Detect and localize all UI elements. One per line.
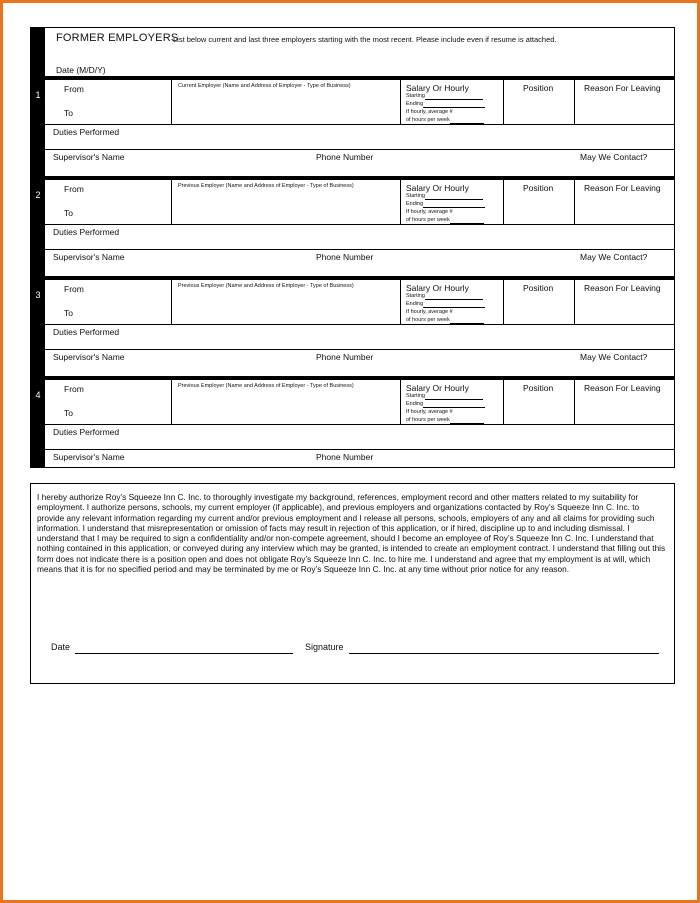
to-date-field[interactable]: To <box>64 208 73 218</box>
authorization-text: I hereby authorize Roy’s Squeeze Inn C. Inc. to thoroughly investigate my background, references, employment record and other matters related to my suitability for employment. I authorize persons, schools, my current employer (if applicable), and previous employers and organizations contacted by Roy’s Squeeze Inn C. Inc. to provide any relevant information regarding my current and/or previous employment and I release all persons, schools, employers of any and all claims for providing such information. I understand that misrepresentation or omission of facts may result in rejection of this application, or if hired, discipline up to and including dismissal. I understand that I may be required to sign a confidentiality and/or non-compete agreement, should I become an employee of Roy’s Squeeze Inn C. Inc. I understand that nothing contained in this application, or conveyed during any interview which may be granted, is intended to create an employment contract. I understand that filling out this form does not indicate there is a position open and does not obligate Roy’s Squeeze Inn C. Inc. to hire me. I understand and agree that my employment is at will, which means that it is for no specified period and may be terminated by me or Roy’s Squeeze Inn C. Inc. at any time without prior notice for any reason. <box>37 492 666 575</box>
employer-number: 4 <box>35 390 41 400</box>
starting-salary-field[interactable] <box>406 292 483 300</box>
supervisor-name-field[interactable]: Supervisor's Name <box>53 152 125 162</box>
column-divider <box>400 380 401 424</box>
row-divider <box>45 124 674 125</box>
starting-label: Starting <box>406 293 425 299</box>
from-date-field[interactable]: From <box>64 184 84 194</box>
hourly-average-label: If hourly, average # <box>406 209 453 215</box>
date-label: Date <box>51 642 71 652</box>
hours-label: of hours per week <box>406 417 450 423</box>
starting-salary-field[interactable] <box>406 192 483 200</box>
starting-label: Starting <box>406 93 425 99</box>
column-divider <box>503 80 504 124</box>
duties-performed-field[interactable]: Duties Performed <box>53 227 120 237</box>
employer-number: 1 <box>35 90 41 100</box>
block-separator <box>45 176 674 180</box>
to-date-field[interactable]: To <box>64 408 73 418</box>
column-divider <box>171 280 172 324</box>
salary-label: Salary Or Hourly <box>406 283 469 293</box>
employer-number: 3 <box>35 290 41 300</box>
hourly-average-label: If hourly, average # <box>406 309 453 315</box>
hours-label: of hours per week <box>406 117 450 123</box>
row-divider <box>45 149 674 150</box>
duties-performed-field[interactable]: Duties Performed <box>53 427 120 437</box>
phone-number-field[interactable]: Phone Number <box>316 452 374 462</box>
ending-salary-field[interactable] <box>406 200 485 208</box>
column-divider <box>400 180 401 224</box>
to-date-field[interactable]: To <box>64 108 73 118</box>
starting-salary-field[interactable] <box>406 92 483 100</box>
ending-salary-field[interactable] <box>406 300 485 308</box>
column-divider <box>574 280 575 324</box>
supervisor-name-field[interactable]: Supervisor's Name <box>53 452 125 462</box>
hours-per-week-field[interactable] <box>406 216 484 224</box>
ending-salary-field[interactable] <box>406 100 485 108</box>
block-separator <box>45 276 674 280</box>
position-field[interactable]: Position <box>523 383 554 393</box>
column-divider <box>503 380 504 424</box>
supervisor-name-field[interactable]: Supervisor's Name <box>53 252 125 262</box>
salary-label: Salary Or Hourly <box>406 183 469 193</box>
authorization-section <box>30 483 675 684</box>
to-date-field[interactable]: To <box>64 308 73 318</box>
hourly-average-label: If hourly, average # <box>406 109 453 115</box>
supervisor-name-field[interactable]: Supervisor's Name <box>53 352 125 362</box>
row-divider <box>45 449 674 450</box>
row-divider <box>45 424 674 425</box>
signature-field[interactable] <box>349 653 659 654</box>
duties-performed-field[interactable]: Duties Performed <box>53 327 120 337</box>
column-divider <box>574 380 575 424</box>
employer-name-field[interactable]: Current Employer (Name and Address of Employer - Type of Business) <box>178 83 351 89</box>
position-field[interactable]: Position <box>523 183 554 193</box>
may-we-contact-field[interactable]: May We Contact? <box>580 152 648 162</box>
hours-label: of hours per week <box>406 217 450 223</box>
column-divider <box>574 180 575 224</box>
duties-performed-field[interactable]: Duties Performed <box>53 127 120 137</box>
starting-label: Starting <box>406 193 425 199</box>
ending-label: Ending <box>406 201 424 207</box>
column-divider <box>171 180 172 224</box>
may-we-contact-field[interactable]: May We Contact? <box>580 352 648 362</box>
from-date-field[interactable]: From <box>64 84 84 94</box>
starting-salary-field[interactable] <box>406 392 483 400</box>
row-divider <box>45 249 674 250</box>
section-instructions: List below current and last three employers starting with the most recent. Please include even if resume is attached. <box>173 35 557 44</box>
block-separator <box>45 76 674 80</box>
section-title: FORMER EMPLOYERS <box>56 32 179 44</box>
hours-per-week-field[interactable] <box>406 116 484 124</box>
row-divider <box>45 349 674 350</box>
position-field[interactable]: Position <box>523 283 554 293</box>
hours-label: of hours per week <box>406 317 450 323</box>
column-divider <box>171 80 172 124</box>
hours-per-week-field[interactable] <box>406 416 484 424</box>
column-divider <box>400 80 401 124</box>
signature-label: Signature <box>305 642 344 652</box>
ending-salary-field[interactable] <box>406 400 485 408</box>
position-field[interactable]: Position <box>523 83 554 93</box>
phone-number-field[interactable]: Phone Number <box>316 352 374 362</box>
column-divider <box>503 180 504 224</box>
hourly-average-label: If hourly, average # <box>406 409 453 415</box>
may-we-contact-field[interactable]: May We Contact? <box>580 252 648 262</box>
from-date-field[interactable]: From <box>64 384 84 394</box>
column-divider <box>503 280 504 324</box>
reason-for-leaving-field[interactable]: Reason For Leaving <box>584 383 661 393</box>
ending-label: Ending <box>406 401 424 407</box>
date-signature-field[interactable] <box>75 653 293 654</box>
hours-per-week-field[interactable] <box>406 316 484 324</box>
employer-name-field[interactable]: Previous Employer (Name and Address of Employer - Type of Business) <box>178 183 354 189</box>
phone-number-field[interactable]: Phone Number <box>316 252 374 262</box>
employer-number: 2 <box>35 190 41 200</box>
date-field[interactable]: Date (M/D/Y) <box>56 65 106 75</box>
starting-label: Starting <box>406 393 425 399</box>
column-divider <box>574 80 575 124</box>
phone-number-field[interactable]: Phone Number <box>316 152 374 162</box>
row-divider <box>45 324 674 325</box>
employer-name-field[interactable]: Previous Employer (Name and Address of Employer - Type of Business) <box>178 383 354 389</box>
ending-label: Ending <box>406 101 424 107</box>
application-page <box>3 3 697 900</box>
ending-label: Ending <box>406 301 424 307</box>
former-employers-section <box>30 27 675 468</box>
salary-label: Salary Or Hourly <box>406 383 469 393</box>
reason-for-leaving-field[interactable]: Reason For Leaving <box>584 83 661 93</box>
reason-for-leaving-field[interactable]: Reason For Leaving <box>584 283 661 293</box>
salary-label: Salary Or Hourly <box>406 83 469 93</box>
from-date-field[interactable]: From <box>64 284 84 294</box>
column-divider <box>171 380 172 424</box>
block-separator <box>45 376 674 380</box>
row-divider <box>45 224 674 225</box>
employer-name-field[interactable]: Previous Employer (Name and Address of Employer - Type of Business) <box>178 283 354 289</box>
column-divider <box>400 280 401 324</box>
reason-for-leaving-field[interactable]: Reason For Leaving <box>584 183 661 193</box>
